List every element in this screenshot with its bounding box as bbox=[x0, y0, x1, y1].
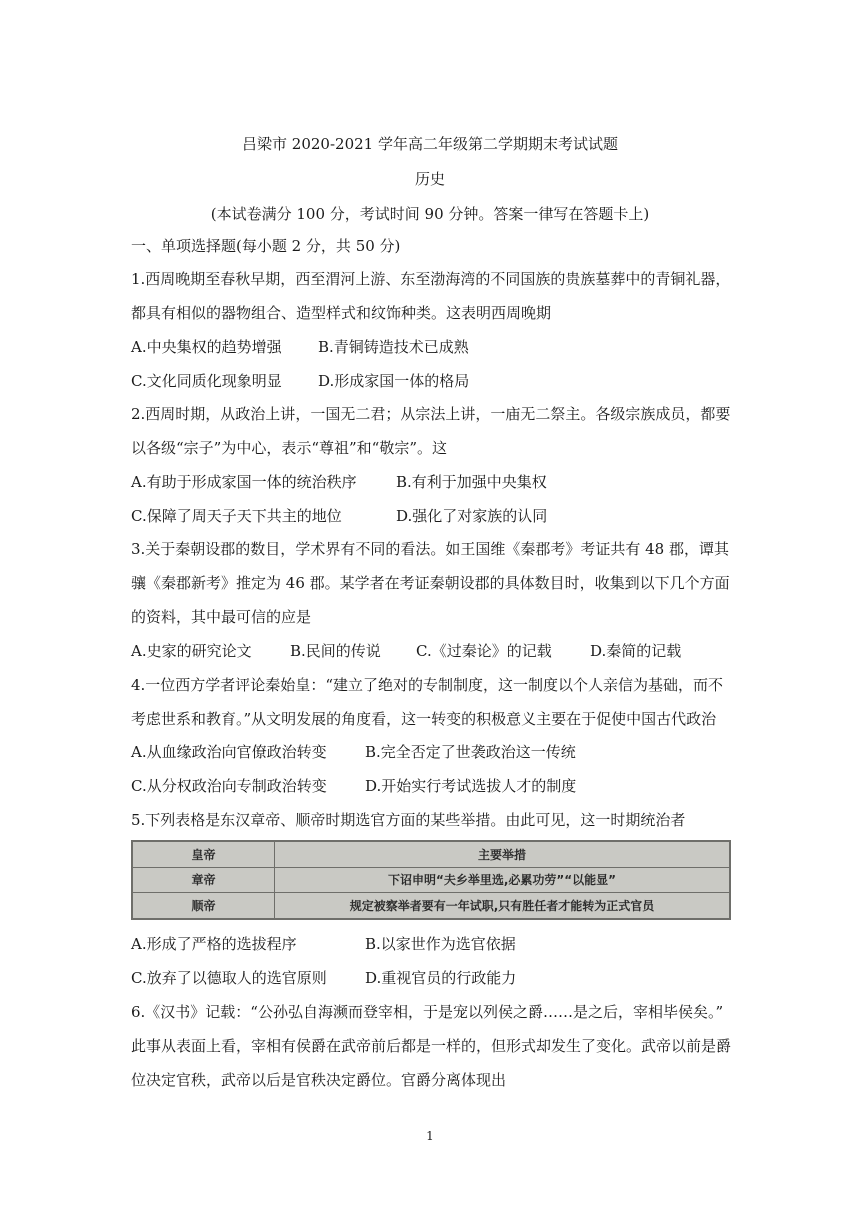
q3-option-a: A.史家的研究论文 bbox=[131, 642, 252, 660]
q2-stem-line-1: 2.西周时期，从政治上讲，一国无二君；从宗法上讲，一庙无二祭主。各级宗族成员，都要 bbox=[131, 405, 731, 423]
q5-option-b: B.以家世作为选官依据 bbox=[365, 935, 516, 953]
q4-option-b: B.完全否定了世袭政治这一传统 bbox=[365, 743, 576, 761]
exam-note: (本试卷满分 100 分，考试时间 90 分钟。答案一律写在答题卡上) bbox=[210, 205, 650, 223]
table-row bbox=[133, 893, 730, 919]
table-header-emperor: 皇帝 bbox=[133, 842, 275, 868]
q3-option-b: B.民间的传说 bbox=[290, 642, 381, 660]
q3-option-c: C.《过秦论》的记载 bbox=[416, 642, 552, 660]
table-cell-measure: 下诏申明“夫乡举里选,必累功劳”“以能显” bbox=[275, 867, 730, 893]
q5-option-a: A.形成了严格的选拔程序 bbox=[131, 935, 297, 953]
q4-stem-line-2: 考虑世系和教育。”从文明发展的角度看，这一转变的积极意义主要在于促使中国古代政治 bbox=[131, 710, 717, 728]
q1-option-a: A.中央集权的趋势增强 bbox=[131, 338, 282, 356]
q2-option-c: C.保障了周天子天下共主的地位 bbox=[131, 507, 342, 525]
table-cell-emperor: 顺帝 bbox=[133, 893, 275, 919]
q2-stem-line-2: 以各级“宗子”为中心，表示“尊祖”和“敬宗”。这 bbox=[131, 439, 448, 457]
page-number: 1 bbox=[426, 1129, 434, 1143]
q5-option-d: D.重视官员的行政能力 bbox=[365, 969, 517, 987]
q3-stem-line-1: 3.关于秦朝设郡的数目，学术界有不同的看法。如王国维《秦郡考》考证共有 48 郡，谭其 bbox=[131, 540, 729, 558]
q2-option-d: D.强化了对家族的认同 bbox=[396, 507, 548, 525]
q5-option-c: C.放弃了以德取人的选官原则 bbox=[131, 969, 327, 987]
q4-option-c: C.从分权政治向专制政治转变 bbox=[131, 777, 327, 795]
section-heading: 一、单项选择题(每小题 2 分，共 50 分) bbox=[131, 237, 401, 255]
q2-option-b: B.有利于加强中央集权 bbox=[396, 473, 547, 491]
q2-option-a: A.有助于形成家国一体的统治秩序 bbox=[131, 473, 357, 491]
q3-option-d: D.秦简的记载 bbox=[590, 642, 682, 660]
q1-option-d: D.形成家国一体的格局 bbox=[318, 372, 470, 390]
q6-stem-line-1: 6.《汉书》记载：“公孙弘自海濒而登宰相，于是宠以列侯之爵……是之后，宰相毕侯矣。” bbox=[131, 1003, 724, 1021]
table-cell-emperor: 章帝 bbox=[133, 867, 275, 893]
q4-option-a: A.从血缘政治向官僚政治转变 bbox=[131, 743, 327, 761]
q1-stem-line-1: 1.西周晚期至春秋早期，西至渭河上游、东至渤海湾的不同国族的贵族墓葬中的青铜礼器， bbox=[131, 270, 731, 288]
q5-measures-table bbox=[131, 840, 731, 920]
exam-title: 吕梁市 2020-2021 学年高二年级第二学期期末考试试题 bbox=[242, 135, 618, 153]
q4-option-d: D.开始实行考试选拔人才的制度 bbox=[365, 777, 577, 795]
q4-stem-line-1: 4.一位西方学者评论秦始皇：“建立了绝对的专制制度，这一制度以个人亲信为基础，而不 bbox=[131, 676, 723, 694]
q3-stem-line-3: 的资料，其中最可信的应是 bbox=[131, 608, 312, 626]
table-cell-measure: 规定被察举者要有一年试职,只有胜任者才能转为正式官员 bbox=[275, 893, 730, 919]
q5-stem-line-1: 5.下列表格是东汉章帝、顺帝时期选官方面的某些举措。由此可见，这一时期统治者 bbox=[131, 811, 686, 829]
q3-stem-line-2: 骧《秦郡新考》推定为 46 郡。某学者在考证秦朝设郡的具体数目时，收集到以下几个方面 bbox=[131, 574, 730, 592]
q1-stem-line-2: 都具有相似的器物组合、造型样式和纹饰种类。这表明西周晚期 bbox=[131, 304, 552, 322]
table-row bbox=[133, 867, 730, 893]
table-header-row bbox=[133, 842, 730, 868]
q1-option-b: B.青铜铸造技术已成熟 bbox=[318, 338, 469, 356]
q1-option-c: C.文化同质化现象明显 bbox=[131, 372, 282, 390]
subject-title: 历史 bbox=[414, 170, 445, 188]
q6-stem-line-2: 此事从表面上看，宰相有侯爵在武帝前后都是一样的，但形式却发生了变化。武帝以前是爵 bbox=[131, 1037, 732, 1055]
q6-stem-line-3: 位决定官秩，武帝以后是官秩决定爵位。官爵分离体现出 bbox=[131, 1071, 507, 1089]
table-header-measures: 主要举措 bbox=[275, 842, 730, 868]
